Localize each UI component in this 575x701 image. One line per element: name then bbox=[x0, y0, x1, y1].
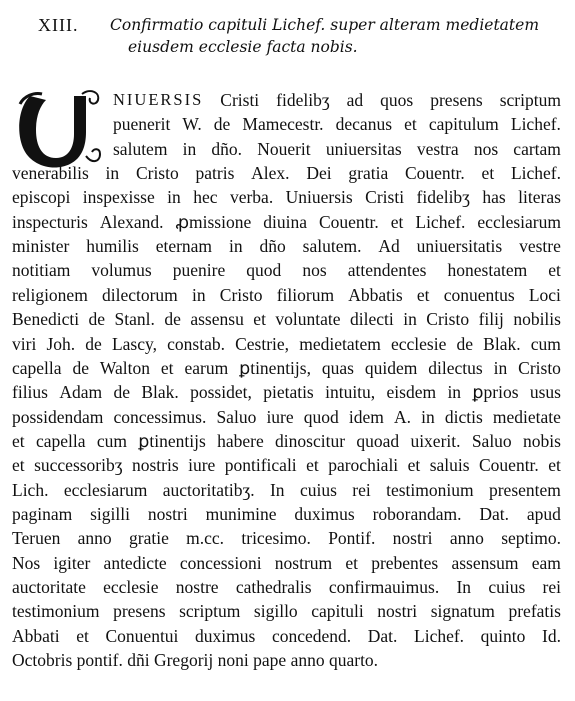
text-line: Nos igiter antedicte concessioni nostrum et prebentes assensum eam bbox=[12, 552, 561, 573]
text-line: venerabilis in Cristo patris Alex. Dei gratia Couentr. et Lichef. bbox=[12, 163, 561, 184]
text-line: minister humilis eternam in dño salutem. Ad uniuersitatis vestre bbox=[12, 236, 561, 257]
text-line: testimonium presens scriptum sigillo capituli nostri signatum prefatis bbox=[12, 601, 561, 622]
text-line: Teruen anno gratie m.cc. tricesimo. Pontif. nostri anno septimo. bbox=[12, 528, 561, 549]
charter-title-line-2: eiusdem ecclesie facta nobis. bbox=[128, 38, 358, 56]
text-line: et capella cum ꝑtinentijs habere dinoscitur quoad uixerit. Saluo nobis bbox=[12, 430, 561, 451]
text-line: et successoribʒ nostris iure pontificali et parochiali et saluis Couentr. et bbox=[12, 455, 561, 476]
text-line: religionem dilectorum in Cristo filiorum Abbatis et conuentus Loci bbox=[12, 284, 561, 305]
text-line: paginam sigilli nostri munimine duximus roborandam. Dat. apud bbox=[12, 503, 561, 524]
text-line: salutem in dño. Nouerit uniuersitas vestra nos cartam bbox=[113, 138, 561, 159]
text-line: auctoritate ecclesie nostre cathedralis confirmauimus. In cuius rei bbox=[12, 577, 561, 597]
text-line: puenerit W. de Mamecestr. decanus et capitulum Lichef. bbox=[113, 114, 561, 135]
charter-number: XIII. bbox=[38, 15, 79, 35]
text-line: capella de Walton et earum ꝑtinentijs, quas quidem dilectus in Cristo bbox=[12, 357, 561, 378]
text-line: episcopi inspexisse in hec verba. Uniuersis Cristi fidelibʒ has literas bbox=[12, 187, 561, 208]
text-line: viri Joh. de Lascy, constab. Cestrie, medietatem ecclesie de Blak. cum bbox=[12, 333, 561, 354]
text-line: inspecturis Alexand. ꝓmissione diuina Couentr. et Lichef. ecclesiarum bbox=[12, 211, 561, 232]
text-line: Lich. ecclesiarum auctoritatibʒ. In cuius rei testimonium presentem bbox=[12, 479, 561, 500]
text-line: filius Adam de Blak. possidet, pietatis intuitu, eisdem in ꝑprios usus bbox=[12, 382, 561, 403]
text-line: Abbati et Conuentui duximus concedend. Dat. Lichef. quinto Id. bbox=[12, 625, 561, 646]
text-line: NIUERSIS Cristi fidelibʒ ad quos presens scriptum bbox=[113, 90, 561, 110]
text-line: Benedicti de Stanl. de assensu et voluntate dilecti in Cristo filij nobilis bbox=[12, 309, 561, 330]
text-line: possidendam concessimus. Saluo iure quod idem A. in dictis medietate bbox=[12, 406, 561, 427]
text-line: Octobris pontif. dñi Gregorij noni pape anno quarto. bbox=[12, 650, 379, 671]
text-line: notitiam volumus puenire quod nos attendentes honestatem et bbox=[12, 260, 561, 281]
charter-title-line-1: Confirmatio capituli Lichef. super alteram medietatem bbox=[110, 16, 540, 34]
